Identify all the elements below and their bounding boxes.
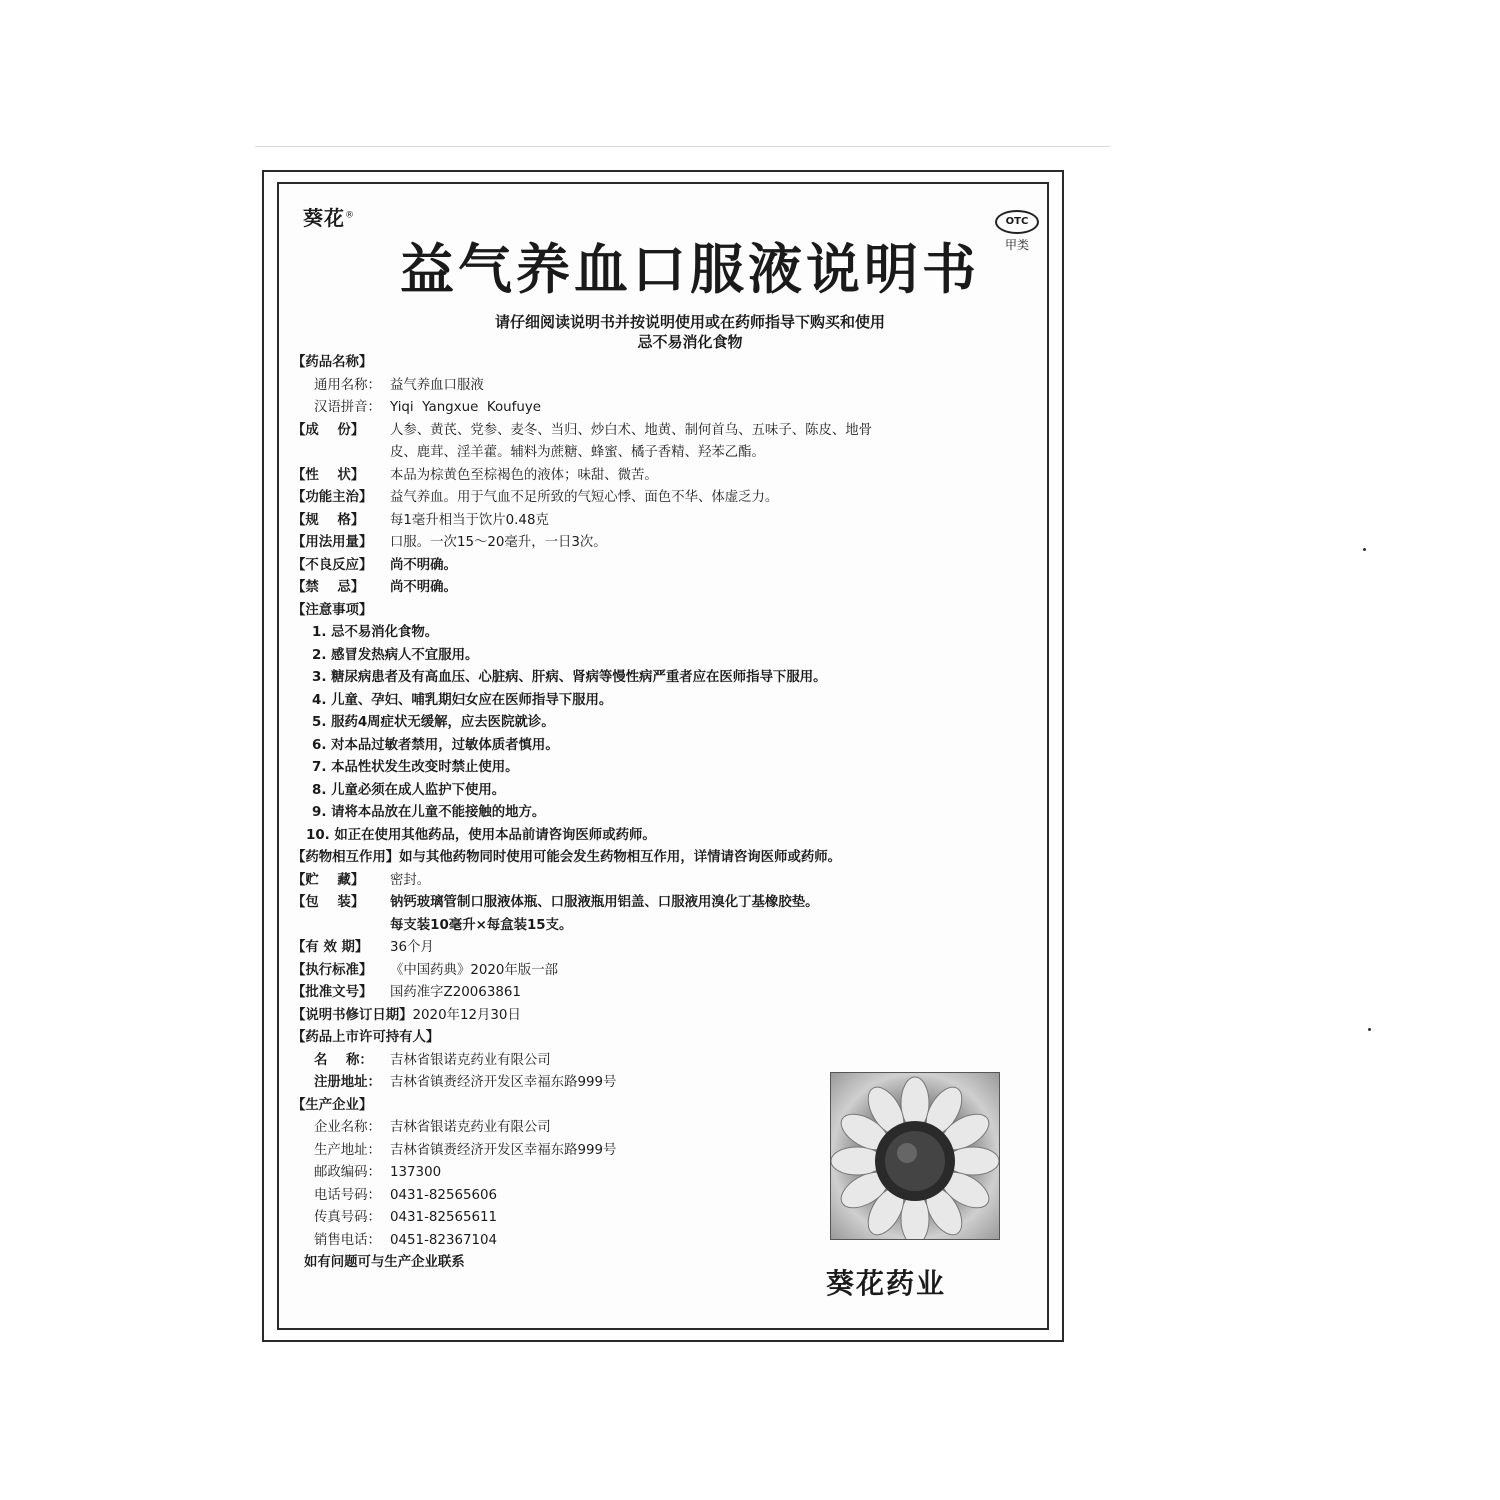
storage-label: 【贮 藏】 bbox=[292, 872, 365, 888]
holder-name-label: 名 称： bbox=[314, 1052, 373, 1068]
holder-label: 【药品上市许可持有人】 bbox=[292, 1030, 440, 1045]
approval-value: 国药准字Z20063861 bbox=[390, 985, 521, 1000]
standard-label: 【执行标准】 bbox=[292, 962, 373, 978]
interaction-value: 如与其他药物同时使用可能会发生药物相互作用，详情请咨询医师或药师。 bbox=[399, 850, 842, 865]
holder-address-label: 注册地址： bbox=[314, 1075, 381, 1090]
pinyin-name: Yiqi Yangxue Koufuye bbox=[390, 400, 542, 415]
fax-label: 传真号码： bbox=[314, 1210, 381, 1225]
pinyin-label: 汉语拼音： bbox=[314, 400, 381, 415]
precaution-item: 7. 本品性状发生改变时禁止使用。 bbox=[312, 760, 519, 775]
precautions-label: 【注意事项】 bbox=[292, 602, 373, 618]
indication-value: 益气养血。用于气血不足所致的气短心悸、面色不华、体虚乏力。 bbox=[390, 490, 779, 505]
common-name: 益气养血口服液 bbox=[390, 377, 484, 393]
precaution-item: 9. 请将本品放在儿童不能接触的地方。 bbox=[312, 805, 546, 820]
warning-line-1: 请仔细阅读说明书并按说明使用或在药师指导下购买和使用 bbox=[494, 313, 885, 331]
phone-value: 0431-82565606 bbox=[390, 1187, 498, 1203]
zip-value: 137300 bbox=[390, 1165, 442, 1180]
package-line-1: 钠钙玻璃管制口服液体瓶、口服液瓶用铝盖、口服液用溴化丁基橡胶垫。 bbox=[390, 895, 819, 910]
precaution-item: 8. 儿童必须在成人监护下使用。 bbox=[312, 782, 506, 798]
indication-label: 【功能主治】 bbox=[292, 490, 373, 505]
drug-name-label: 【药品名称】 bbox=[292, 355, 373, 370]
ingredients-label: 【成 份】 bbox=[292, 422, 365, 438]
precaution-item: 1. 忌不易消化食物。 bbox=[312, 625, 439, 640]
interaction-label: 【药物相互作用】 bbox=[292, 850, 400, 865]
sales-phone-value: 0451-82367104 bbox=[390, 1232, 498, 1248]
precaution-item: 2. 感冒发热病人不宜服用。 bbox=[312, 647, 479, 663]
spec-value: 每1毫升相当于饮片0.48克 bbox=[390, 512, 549, 528]
document-title: 益气养血口服液说明书 bbox=[400, 238, 980, 301]
precaution-item: 3. 糖尿病患者及有高血压、心脏病、肝病、肾病等慢性病严重者应在医师指导下服用。 bbox=[312, 670, 827, 685]
spec-label: 【规 格】 bbox=[292, 512, 365, 528]
character-value: 本品为棕黄色至棕褐色的液体；味甜、微苦。 bbox=[390, 467, 658, 483]
otc-class: 甲类 bbox=[1004, 238, 1029, 252]
precaution-item: 10. 如正在使用其他药品，使用本品前请咨询医师或药师。 bbox=[306, 827, 656, 843]
common-name-label: 通用名称： bbox=[314, 377, 381, 393]
precaution-item: 5. 服药4周症状无缓解，应去医院就诊。 bbox=[312, 715, 555, 730]
package-line-2: 每支装10毫升×每盒装15支。 bbox=[390, 917, 573, 933]
revision-value: 2020年12月30日 bbox=[412, 1007, 521, 1023]
warning-line-2: 忌不易消化食物 bbox=[637, 333, 743, 351]
footer-note: 如有问题可与生产企业联系 bbox=[304, 1255, 465, 1270]
phone-label: 电话号码： bbox=[314, 1187, 381, 1203]
manufacturer-label: 【生产企业】 bbox=[292, 1097, 373, 1113]
sunflower-logo-image bbox=[830, 1072, 1000, 1240]
brand-logo: 葵花® bbox=[303, 206, 355, 230]
contra-label: 【禁 忌】 bbox=[292, 580, 365, 595]
manufacturer-name: 吉林省银诺克药业有限公司 bbox=[390, 1120, 551, 1135]
adverse-value: 尚不明确。 bbox=[390, 557, 457, 573]
approval-label: 【批准文号】 bbox=[292, 985, 373, 1000]
scan-speck bbox=[1368, 1028, 1371, 1031]
storage-value: 密封。 bbox=[390, 872, 431, 888]
sales-phone-label: 销售电话： bbox=[314, 1232, 381, 1248]
precaution-item: 4. 儿童、孕妇、哺乳期妇女应在医师指导下服用。 bbox=[312, 692, 613, 708]
usage-value: 口服。一次15～20毫升，一日3次。 bbox=[390, 535, 607, 550]
manufacturer-address-label: 生产地址： bbox=[314, 1142, 381, 1158]
adverse-label: 【不良反应】 bbox=[292, 557, 373, 573]
manufacturer-name-label: 企业名称： bbox=[314, 1120, 381, 1135]
zip-label: 邮政编码： bbox=[314, 1165, 381, 1180]
ingredients-line-2: 皮、鹿茸、淫羊藿。辅料为蔗糖、蜂蜜、橘子香精、羟苯乙酯。 bbox=[390, 445, 765, 460]
manufacturer-address: 吉林省镇赉经济开发区幸福东路999号 bbox=[390, 1142, 617, 1158]
company-logo-text: 葵花药业 bbox=[826, 1267, 947, 1300]
otc-badge: OTC bbox=[995, 210, 1039, 234]
revision-label: 【说明书修订日期】 bbox=[292, 1007, 413, 1023]
package-label: 【包 装】 bbox=[292, 895, 365, 910]
fax-value: 0431-82565611 bbox=[390, 1210, 498, 1225]
scan-edge-line bbox=[255, 146, 1110, 147]
holder-name: 吉林省银诺克药业有限公司 bbox=[390, 1052, 551, 1068]
ingredients-line-1: 人参、黄芪、党参、麦冬、当归、炒白术、地黄、制何首乌、五味子、陈皮、地骨 bbox=[390, 422, 873, 438]
validity-label: 【有 效 期】 bbox=[292, 940, 369, 955]
validity-value: 36个月 bbox=[390, 940, 434, 955]
usage-label: 【用法用量】 bbox=[292, 535, 373, 550]
character-label: 【性 状】 bbox=[292, 467, 365, 483]
sunflower-icon bbox=[831, 1073, 999, 1239]
holder-address: 吉林省镇赉经济开发区幸福东路999号 bbox=[390, 1075, 617, 1090]
precaution-item: 6. 对本品过敏者禁用，过敏体质者慎用。 bbox=[312, 737, 559, 753]
standard-value: 《中国药典》2020年版一部 bbox=[390, 962, 558, 978]
contra-value: 尚不明确。 bbox=[390, 580, 457, 595]
scan-speck bbox=[1363, 548, 1366, 551]
